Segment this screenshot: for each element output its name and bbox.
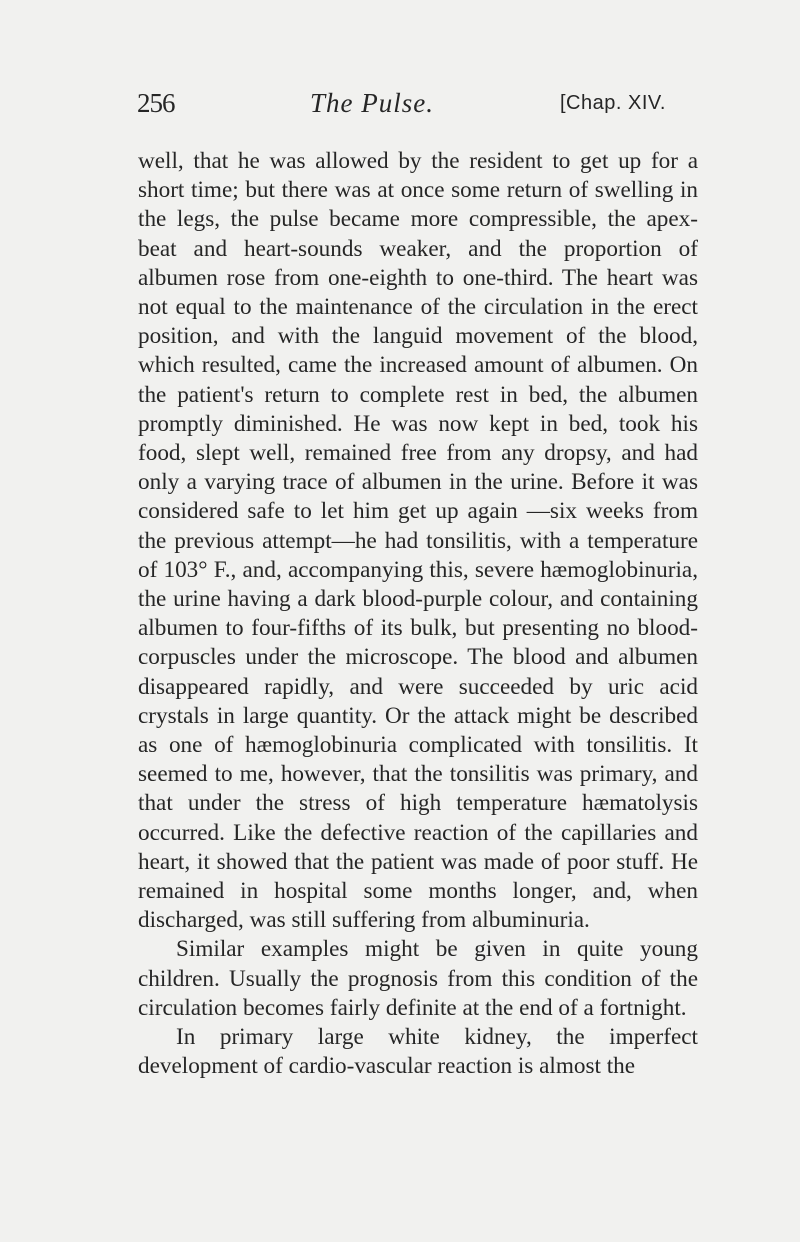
paragraph-continued: well, that he was allowed by the resident to get up for a short time; but there was at once some return of swelling in the legs, the pulse became more compressible, the apex-beat and heart-sounds weaker, and the proportion of albumen rose from one-eighth to one-third. The heart was not equal to the maintenance of the circulation in the erect position, and with the languid movement of the blood, which resulted, came the increased amount of albumen. On the patient's return to complete rest in bed, the albumen promptly diminished. He was now kept in bed, took his food, slept well, remained free from any dropsy, and had only a varying trace of albumen in the urine. Before it was considered safe to let him get up again —six weeks from the previous attempt—he had tonsilitis, with a temperature of 103° F., and, accompanying this, severe hæmoglobinuria, the urine having a dark blood-purple colour, and containing albumen to four-fifths of its bulk, but presenting no blood-corpuscles under the microscope. The blood and albumen disappeared rapidly, and were succeeded by uric acid crystals in large quantity. Or the attack might be described as one of hæmoglobinuria complicated with tonsilitis. It seemed to me, however, that the tonsilitis was primary, and that under the stress of high temperature hæmatolysis occurred. Like the defective reaction of the capillaries and heart, it showed that the patient was made of poor stuff. He remained in hospital some months longer, and, when discharged, was still suffering from albuminuria. <box>138 148 698 934</box>
page-number: 256 <box>137 88 175 118</box>
paragraph-primary-kidney: In primary large white kidney, the imperfect development of cardio-vascular reaction is almost the <box>138 1024 698 1080</box>
page-header <box>0 88 800 128</box>
running-title: The Pulse. <box>310 88 434 118</box>
body-text <box>138 147 698 1082</box>
chapter-reference: [Chap. XIV. <box>560 92 666 114</box>
paragraph-similar-examples: Similar examples might be given in quite young children. Usually the prognosis from this condition of the circulation becomes fairly definite at the end of a fortnight. <box>138 936 698 1021</box>
